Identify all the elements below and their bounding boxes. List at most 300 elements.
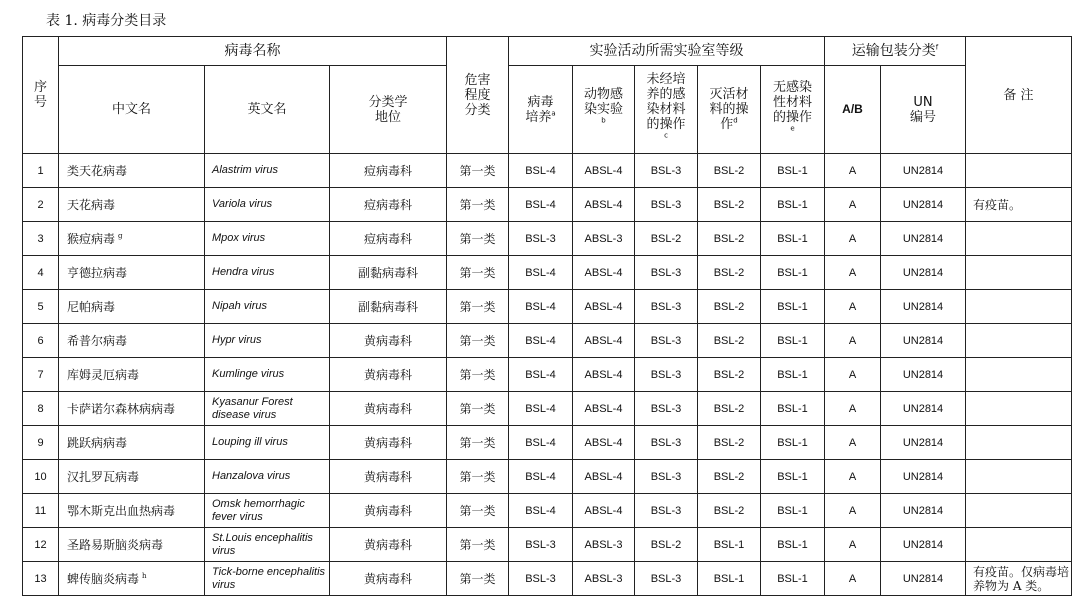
virus-cn-name bbox=[59, 154, 205, 188]
transport-un-text: UN2814 bbox=[902, 164, 944, 177]
lab-noninfectious-text: BSL-1 bbox=[777, 300, 808, 313]
footnote-mark: h bbox=[142, 572, 147, 580]
lab-uncultured bbox=[635, 460, 698, 494]
virus-family bbox=[330, 222, 447, 256]
hazard-class-text: 第一类 bbox=[459, 334, 496, 348]
lab-noninfectious-text: BSL-1 bbox=[777, 470, 808, 483]
footnote-mark: g bbox=[118, 232, 123, 240]
remarks-note bbox=[966, 324, 1072, 358]
hazard-class-text: 第一类 bbox=[459, 538, 496, 552]
transport-ab-text: A bbox=[848, 402, 857, 415]
lab-culture-text: BSL-4 bbox=[525, 164, 556, 177]
virus-cn-name-text: 亨德拉病毒 bbox=[67, 266, 128, 280]
transport-un bbox=[881, 358, 966, 392]
hazard-class bbox=[447, 392, 509, 426]
lab-animal-text: ABSL-4 bbox=[584, 436, 623, 449]
virus-family bbox=[330, 358, 447, 392]
remarks-note bbox=[966, 290, 1072, 324]
hazard-class bbox=[447, 290, 509, 324]
lab-culture bbox=[509, 562, 573, 596]
hazard-class-text: 第一类 bbox=[459, 164, 496, 178]
header-culture-label: 病毒 培养 bbox=[525, 94, 554, 125]
header-virus-name: 病毒名称 bbox=[59, 37, 447, 66]
lab-animal-text: ABSL-3 bbox=[584, 538, 623, 551]
footnote-mark: e bbox=[790, 124, 795, 133]
lab-uncultured-text: BSL-3 bbox=[650, 300, 682, 313]
lab-culture-text: BSL-4 bbox=[525, 504, 556, 517]
lab-uncultured bbox=[635, 188, 698, 222]
hazard-class bbox=[447, 154, 509, 188]
virus-family bbox=[330, 188, 447, 222]
transport-ab-text: A bbox=[848, 538, 857, 551]
transport-ab-text: A bbox=[848, 504, 857, 517]
virus-en-name-text: Hypr virus bbox=[212, 334, 262, 346]
transport-un-text: UN2814 bbox=[902, 470, 944, 483]
table-row bbox=[23, 290, 1072, 324]
remarks-note bbox=[966, 426, 1072, 460]
hazard-class-text: 第一类 bbox=[459, 470, 496, 484]
transport-un-text: UN2814 bbox=[902, 232, 944, 245]
virus-en-name bbox=[205, 494, 330, 528]
virus-cn-name-text: 尼帕病毒 bbox=[67, 300, 116, 314]
hazard-class bbox=[447, 256, 509, 290]
lab-inactivated bbox=[698, 154, 761, 188]
virus-en-name-text: Omsk hemorrhagic fever virus bbox=[212, 497, 305, 523]
lab-animal-text: ABSL-4 bbox=[584, 334, 623, 347]
row-number-text: 6 bbox=[37, 334, 44, 347]
lab-inactivated bbox=[698, 562, 761, 596]
header-ab: A/B bbox=[825, 66, 881, 154]
transport-un-text: UN2814 bbox=[902, 334, 944, 347]
lab-inactivated-text: BSL-2 bbox=[713, 198, 745, 211]
header-culture bbox=[509, 66, 573, 154]
virus-family-text: 黄病毒科 bbox=[363, 538, 412, 552]
virus-classification-table bbox=[22, 36, 1072, 596]
lab-uncultured-text: BSL-2 bbox=[650, 538, 682, 551]
virus-cn-name-text: 天花病毒 bbox=[67, 198, 116, 212]
lab-noninfectious-text: BSL-1 bbox=[777, 402, 808, 415]
lab-noninfectious bbox=[761, 358, 825, 392]
virus-cn-name-text: 圣路易斯脑炎病毒 bbox=[67, 538, 164, 552]
lab-noninfectious bbox=[761, 426, 825, 460]
lab-noninfectious-text: BSL-1 bbox=[777, 368, 808, 381]
virus-family-text: 黄病毒科 bbox=[363, 470, 412, 484]
remarks-note-text: 有疫苗。仅病毒培养物为 A 类。 bbox=[973, 564, 1070, 593]
virus-en-name-text: Nipah virus bbox=[212, 300, 268, 312]
lab-culture bbox=[509, 256, 573, 290]
lab-noninfectious bbox=[761, 392, 825, 426]
lab-uncultured-text: BSL-3 bbox=[650, 470, 682, 483]
row-number bbox=[23, 222, 59, 256]
virus-en-name-text: Alastrim virus bbox=[212, 164, 279, 176]
header-transport-label: 运输包装分类 bbox=[851, 42, 936, 59]
lab-noninfectious-text: BSL-1 bbox=[777, 538, 808, 551]
transport-un-text: UN2814 bbox=[902, 538, 944, 551]
virus-cn-name-text: 汉扎罗瓦病毒 bbox=[67, 470, 140, 484]
virus-family bbox=[330, 256, 447, 290]
transport-ab-text: A bbox=[848, 334, 857, 347]
row-number-text: 4 bbox=[37, 266, 44, 279]
lab-culture-text: BSL-4 bbox=[525, 300, 556, 313]
row-number bbox=[23, 358, 59, 392]
virus-en-name bbox=[205, 290, 330, 324]
virus-cn-name bbox=[59, 324, 205, 358]
row-number-text: 10 bbox=[34, 470, 47, 483]
row-number-text: 11 bbox=[34, 504, 47, 517]
virus-en-name-text: Hendra virus bbox=[212, 266, 275, 278]
virus-en-name bbox=[205, 222, 330, 256]
virus-en-name-text: Louping ill virus bbox=[212, 436, 288, 448]
transport-ab bbox=[825, 290, 881, 324]
lab-noninfectious bbox=[761, 256, 825, 290]
virus-en-name-text: Variola virus bbox=[212, 198, 273, 210]
transport-un bbox=[881, 528, 966, 562]
lab-animal bbox=[573, 222, 635, 256]
row-number bbox=[23, 528, 59, 562]
footnote-mark: b bbox=[601, 116, 606, 125]
transport-ab bbox=[825, 392, 881, 426]
table-row bbox=[23, 460, 1072, 494]
transport-ab-text: A bbox=[848, 436, 857, 449]
hazard-class-text: 第一类 bbox=[459, 504, 496, 518]
table-row bbox=[23, 358, 1072, 392]
transport-un-text: UN2814 bbox=[902, 198, 944, 211]
lab-inactivated-text: BSL-2 bbox=[713, 164, 745, 177]
lab-noninfectious bbox=[761, 290, 825, 324]
row-number-text: 9 bbox=[37, 436, 44, 449]
virus-cn-name bbox=[59, 494, 205, 528]
virus-cn-name-text: 蜱传脑炎病毒 bbox=[67, 572, 140, 586]
lab-inactivated-text: BSL-1 bbox=[713, 538, 745, 551]
hazard-class-text: 第一类 bbox=[459, 368, 496, 382]
hazard-class bbox=[447, 324, 509, 358]
virus-en-name bbox=[205, 460, 330, 494]
transport-ab bbox=[825, 222, 881, 256]
lab-culture-text: BSL-3 bbox=[525, 232, 556, 245]
remarks-note bbox=[966, 154, 1072, 188]
virus-cn-name-text: 鄂木斯克出血热病毒 bbox=[67, 504, 176, 518]
row-number bbox=[23, 494, 59, 528]
transport-ab bbox=[825, 154, 881, 188]
remarks-note bbox=[966, 256, 1072, 290]
lab-animal bbox=[573, 460, 635, 494]
virus-family-text: 黄病毒科 bbox=[363, 368, 412, 382]
row-number-text: 12 bbox=[34, 538, 47, 551]
virus-en-name-text: Kumlinge virus bbox=[212, 368, 285, 380]
virus-cn-name bbox=[59, 256, 205, 290]
virus-cn-name-text: 猴痘病毒 bbox=[67, 232, 116, 246]
lab-uncultured bbox=[635, 358, 698, 392]
lab-uncultured-text: BSL-3 bbox=[650, 334, 682, 347]
lab-uncultured bbox=[635, 222, 698, 256]
lab-noninfectious bbox=[761, 528, 825, 562]
remarks-note bbox=[966, 392, 1072, 426]
header-animal-label: 动物感 染实验 bbox=[583, 87, 623, 117]
lab-uncultured-text: BSL-3 bbox=[650, 198, 682, 211]
lab-animal bbox=[573, 188, 635, 222]
lab-culture-text: BSL-4 bbox=[525, 266, 556, 279]
transport-un-text: UN2814 bbox=[902, 402, 944, 415]
virus-cn-name bbox=[59, 358, 205, 392]
lab-inactivated bbox=[698, 222, 761, 256]
row-number bbox=[23, 460, 59, 494]
lab-noninfectious-text: BSL-1 bbox=[777, 266, 808, 279]
virus-family-text: 痘病毒科 bbox=[363, 164, 412, 178]
header-taxonomy bbox=[330, 66, 447, 154]
lab-uncultured bbox=[635, 324, 698, 358]
lab-uncultured bbox=[635, 154, 698, 188]
hazard-class-text: 第一类 bbox=[459, 266, 496, 280]
header-taxonomy-label: 分类学 地位 bbox=[368, 94, 408, 125]
remarks-note bbox=[966, 494, 1072, 528]
table-row bbox=[23, 154, 1072, 188]
header-en-name: 英文名 bbox=[205, 66, 330, 154]
table-caption: 表 1. 病毒分类目录 bbox=[46, 13, 167, 29]
lab-inactivated-text: BSL-2 bbox=[713, 300, 745, 313]
lab-noninfectious-text: BSL-1 bbox=[777, 572, 808, 585]
lab-animal-text: ABSL-4 bbox=[584, 300, 623, 313]
lab-animal bbox=[573, 358, 635, 392]
lab-noninfectious bbox=[761, 222, 825, 256]
transport-un-text: UN2814 bbox=[902, 504, 944, 517]
virus-family bbox=[330, 290, 447, 324]
transport-ab bbox=[825, 460, 881, 494]
transport-un-text: UN2814 bbox=[902, 300, 944, 313]
header-animal bbox=[573, 66, 635, 154]
row-number bbox=[23, 188, 59, 222]
lab-noninfectious-text: BSL-1 bbox=[777, 334, 808, 347]
lab-animal-text: ABSL-4 bbox=[584, 402, 623, 415]
header-seq-label: 序 号 bbox=[33, 80, 47, 110]
lab-animal bbox=[573, 494, 635, 528]
lab-uncultured-text: BSL-3 bbox=[650, 402, 682, 415]
transport-ab-text: A bbox=[848, 232, 857, 245]
transport-un bbox=[881, 562, 966, 596]
lab-inactivated bbox=[698, 460, 761, 494]
virus-cn-name bbox=[59, 222, 205, 256]
row-number bbox=[23, 426, 59, 460]
transport-un bbox=[881, 290, 966, 324]
header-un-label: UN 编号 bbox=[909, 94, 936, 125]
header-seq bbox=[23, 37, 59, 154]
lab-culture bbox=[509, 290, 573, 324]
table-row bbox=[23, 562, 1072, 596]
lab-inactivated-text: BSL-2 bbox=[713, 436, 745, 449]
hazard-class bbox=[447, 188, 509, 222]
hazard-class-text: 第一类 bbox=[459, 402, 496, 416]
lab-inactivated bbox=[698, 324, 761, 358]
transport-ab-text: A bbox=[848, 300, 857, 313]
transport-ab-text: A bbox=[848, 368, 857, 381]
virus-en-name bbox=[205, 392, 330, 426]
remarks-note bbox=[966, 358, 1072, 392]
lab-noninfectious-text: BSL-1 bbox=[777, 436, 808, 449]
lab-culture-text: BSL-3 bbox=[525, 572, 556, 585]
header-cn-name: 中文名 bbox=[59, 66, 205, 154]
transport-ab bbox=[825, 494, 881, 528]
transport-ab-text: A bbox=[848, 572, 857, 585]
virus-en-name-text: St.Louis encephalitis virus bbox=[212, 531, 313, 557]
virus-cn-name-text: 类天花病毒 bbox=[67, 164, 128, 178]
lab-animal-text: ABSL-4 bbox=[584, 198, 623, 211]
transport-ab-text: A bbox=[848, 470, 857, 483]
lab-noninfectious-text: BSL-1 bbox=[777, 504, 808, 517]
lab-inactivated-text: BSL-2 bbox=[713, 504, 745, 517]
lab-animal-text: ABSL-3 bbox=[584, 232, 623, 245]
footnote-mark: d bbox=[733, 116, 738, 125]
virus-family bbox=[330, 324, 447, 358]
hazard-class bbox=[447, 494, 509, 528]
transport-ab bbox=[825, 562, 881, 596]
hazard-class bbox=[447, 562, 509, 596]
transport-un bbox=[881, 426, 966, 460]
table-row bbox=[23, 528, 1072, 562]
row-number bbox=[23, 562, 59, 596]
row-number-text: 7 bbox=[37, 368, 44, 381]
transport-un bbox=[881, 392, 966, 426]
lab-culture-text: BSL-4 bbox=[525, 334, 556, 347]
transport-ab bbox=[825, 358, 881, 392]
virus-family-text: 副黏病毒科 bbox=[357, 266, 418, 280]
virus-cn-name bbox=[59, 460, 205, 494]
hazard-class-text: 第一类 bbox=[459, 572, 496, 586]
virus-en-name bbox=[205, 528, 330, 562]
lab-inactivated bbox=[698, 494, 761, 528]
table-row bbox=[23, 426, 1072, 460]
lab-noninfectious bbox=[761, 460, 825, 494]
transport-ab-text: A bbox=[848, 266, 857, 279]
lab-culture bbox=[509, 392, 573, 426]
lab-animal-text: ABSL-3 bbox=[584, 572, 623, 585]
virus-family bbox=[330, 460, 447, 494]
lab-animal bbox=[573, 324, 635, 358]
lab-uncultured bbox=[635, 494, 698, 528]
header-uncultured bbox=[635, 66, 698, 154]
virus-family-text: 黄病毒科 bbox=[363, 334, 412, 348]
row-number bbox=[23, 392, 59, 426]
table-row bbox=[23, 494, 1072, 528]
virus-cn-name bbox=[59, 562, 205, 596]
lab-uncultured bbox=[635, 562, 698, 596]
virus-cn-name bbox=[59, 528, 205, 562]
lab-animal-text: ABSL-4 bbox=[584, 368, 623, 381]
lab-uncultured bbox=[635, 392, 698, 426]
virus-en-name bbox=[205, 324, 330, 358]
lab-uncultured-text: BSL-3 bbox=[650, 572, 682, 585]
row-number-text: 2 bbox=[37, 198, 44, 211]
lab-inactivated bbox=[698, 392, 761, 426]
lab-culture-text: BSL-4 bbox=[525, 368, 556, 381]
hazard-class-text: 第一类 bbox=[459, 436, 496, 450]
row-number bbox=[23, 290, 59, 324]
hazard-class bbox=[447, 358, 509, 392]
table-row bbox=[23, 256, 1072, 290]
header-noninfectious-label: 无感染 性材料 的操作 bbox=[772, 79, 812, 125]
lab-uncultured bbox=[635, 426, 698, 460]
lab-noninfectious bbox=[761, 494, 825, 528]
header-hazard-label: 危害 程度 分类 bbox=[464, 72, 491, 118]
lab-inactivated-text: BSL-2 bbox=[713, 266, 745, 279]
row-number-text: 5 bbox=[37, 300, 44, 313]
hazard-class-text: 第一类 bbox=[459, 198, 496, 212]
lab-inactivated-text: BSL-2 bbox=[713, 470, 745, 483]
virus-family bbox=[330, 392, 447, 426]
lab-culture bbox=[509, 324, 573, 358]
row-number-text: 13 bbox=[34, 572, 47, 585]
lab-animal-text: ABSL-4 bbox=[584, 164, 623, 177]
virus-en-name bbox=[205, 562, 330, 596]
virus-en-name bbox=[205, 154, 330, 188]
virus-family-text: 黄病毒科 bbox=[363, 402, 412, 416]
transport-un-text: UN2814 bbox=[902, 368, 944, 381]
lab-inactivated bbox=[698, 528, 761, 562]
lab-culture-text: BSL-4 bbox=[525, 198, 556, 211]
table-row bbox=[23, 188, 1072, 222]
lab-uncultured bbox=[635, 290, 698, 324]
lab-culture bbox=[509, 528, 573, 562]
virus-cn-name bbox=[59, 290, 205, 324]
transport-un bbox=[881, 324, 966, 358]
virus-family-text: 黄病毒科 bbox=[363, 572, 412, 586]
lab-noninfectious bbox=[761, 562, 825, 596]
lab-noninfectious bbox=[761, 188, 825, 222]
lab-culture bbox=[509, 358, 573, 392]
transport-ab-text: A bbox=[848, 164, 857, 177]
remarks-note-text: 有疫苗。 bbox=[973, 197, 1022, 212]
header-inactivated-label: 灭活材 料的操 作 bbox=[709, 87, 749, 132]
row-number-text: 3 bbox=[37, 232, 44, 245]
transport-un bbox=[881, 460, 966, 494]
lab-uncultured-text: BSL-3 bbox=[650, 164, 682, 177]
lab-animal bbox=[573, 154, 635, 188]
lab-animal-text: ABSL-4 bbox=[584, 470, 623, 483]
lab-uncultured-text: BSL-3 bbox=[650, 504, 682, 517]
lab-uncultured-text: BSL-2 bbox=[650, 232, 682, 245]
transport-un-text: UN2814 bbox=[902, 266, 944, 279]
lab-culture-text: BSL-4 bbox=[525, 470, 556, 483]
lab-inactivated-text: BSL-2 bbox=[713, 232, 745, 245]
lab-noninfectious bbox=[761, 154, 825, 188]
virus-family-text: 黄病毒科 bbox=[363, 436, 412, 450]
lab-culture-text: BSL-3 bbox=[525, 538, 556, 551]
virus-family-text: 黄病毒科 bbox=[363, 504, 412, 518]
lab-inactivated-text: BSL-1 bbox=[713, 572, 745, 585]
virus-family bbox=[330, 494, 447, 528]
transport-un bbox=[881, 222, 966, 256]
footnote-mark: c bbox=[664, 131, 668, 140]
virus-cn-name-text: 库姆灵厄病毒 bbox=[67, 368, 140, 382]
lab-noninfectious-text: BSL-1 bbox=[777, 198, 808, 211]
lab-culture bbox=[509, 426, 573, 460]
lab-culture bbox=[509, 494, 573, 528]
row-number-text: 8 bbox=[37, 402, 44, 415]
lab-uncultured-text: BSL-3 bbox=[650, 436, 682, 449]
transport-ab bbox=[825, 256, 881, 290]
lab-animal bbox=[573, 528, 635, 562]
hazard-class-text: 第一类 bbox=[459, 300, 496, 314]
row-number bbox=[23, 256, 59, 290]
lab-inactivated bbox=[698, 188, 761, 222]
virus-cn-name-text: 希普尔病毒 bbox=[67, 334, 128, 348]
lab-inactivated-text: BSL-2 bbox=[713, 402, 745, 415]
lab-animal bbox=[573, 426, 635, 460]
virus-family bbox=[330, 562, 447, 596]
lab-inactivated bbox=[698, 358, 761, 392]
remarks-note bbox=[966, 188, 1072, 222]
row-number bbox=[23, 154, 59, 188]
virus-en-name-text: Kyasanur Forest disease virus bbox=[212, 395, 293, 421]
remarks-note bbox=[966, 528, 1072, 562]
